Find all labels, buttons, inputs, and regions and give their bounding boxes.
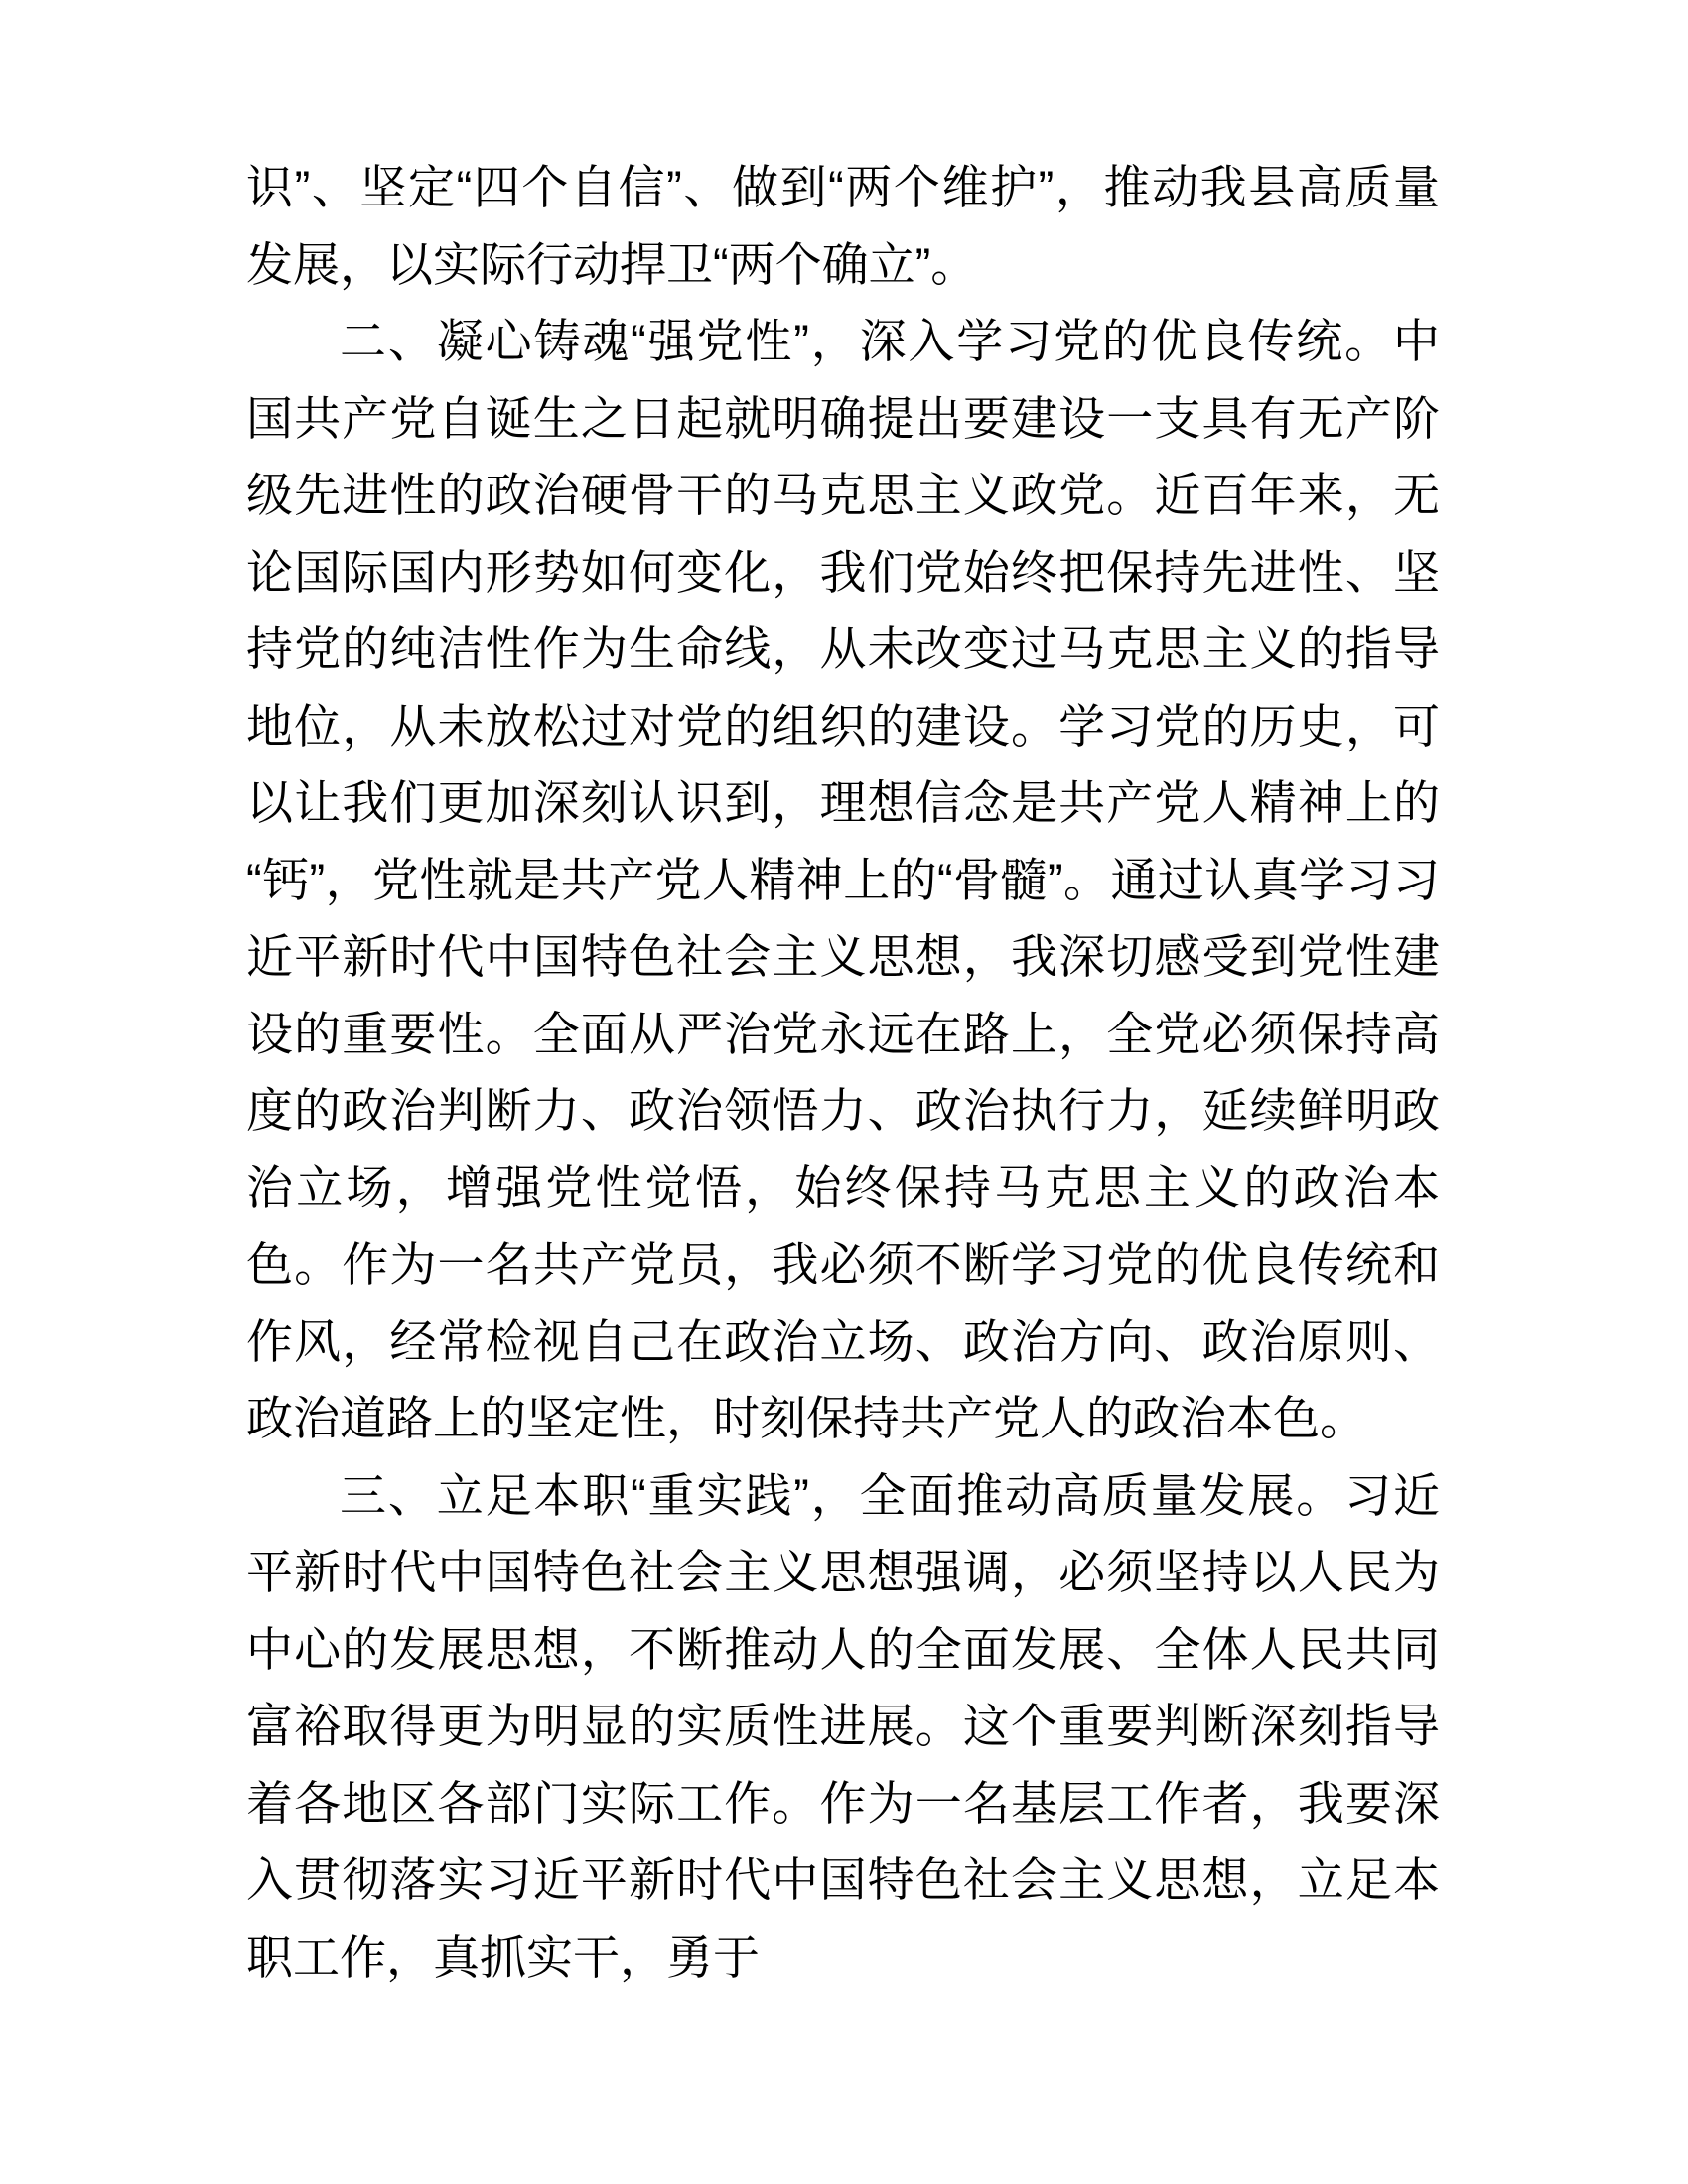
paragraph-section-two: 二、凝心铸魂“强党性”，深入学习党的优良传统。中国共产党自诞生之日起就明确提出要建设一支具有无产阶级先进性的政治硬骨干的马克思主义政党。近百年来，无论国际国内形势如何变化，我们党始终把保持先进性、坚持党的纯洁性作为生命线，从未改变过马克思主义的指导地位，从未放松过对党的组织的建设。学习党的历史，可以让我们更加深刻认识到，理想信念是共产党人精神上的“钙”，党性就是共产党人精神上的“骨髓”。通过认真学习习近平新时代中国特色社会主义思想，我深切感受到党性建设的重要性。全面从严治党永远在路上，全党必须保持高度的政治判断力、政治领悟力、政治执行力，延续鲜明政治立场，增强党性觉悟，始终保持马克思主义的政治本色。作为一名共产党员，我必须不断学习党的优良传统和作风，经常检视自己在政治立场、政治方向、政治原则、政治道路上的坚定性，时刻保持共产党人的政治本色。 bbox=[246, 315, 1440, 1444]
document-text-body bbox=[246, 149, 1440, 1995]
paragraph-section-one-tail: 识”、坚定“四个自信”、做到“两个维护”，推动我县高质量发展，以实际行动捍卫“两个确立”。 bbox=[246, 161, 1440, 291]
paragraph-section-three: 三、立足本职“重实践”，全面推动高质量发展。习近平新时代中国特色社会主义思想强调，必须坚持以人民为中心的发展思想，不断推动人的全面发展、全体人民共同富裕取得更为明显的实质性进展。这个重要判断深刻指导着各地区各部门实际工作。作为一名基层工作者，我要深入贯彻落实习近平新时代中国特色社会主义思想，立足本职工作，真抓实干，勇于 bbox=[246, 1468, 1440, 1983]
